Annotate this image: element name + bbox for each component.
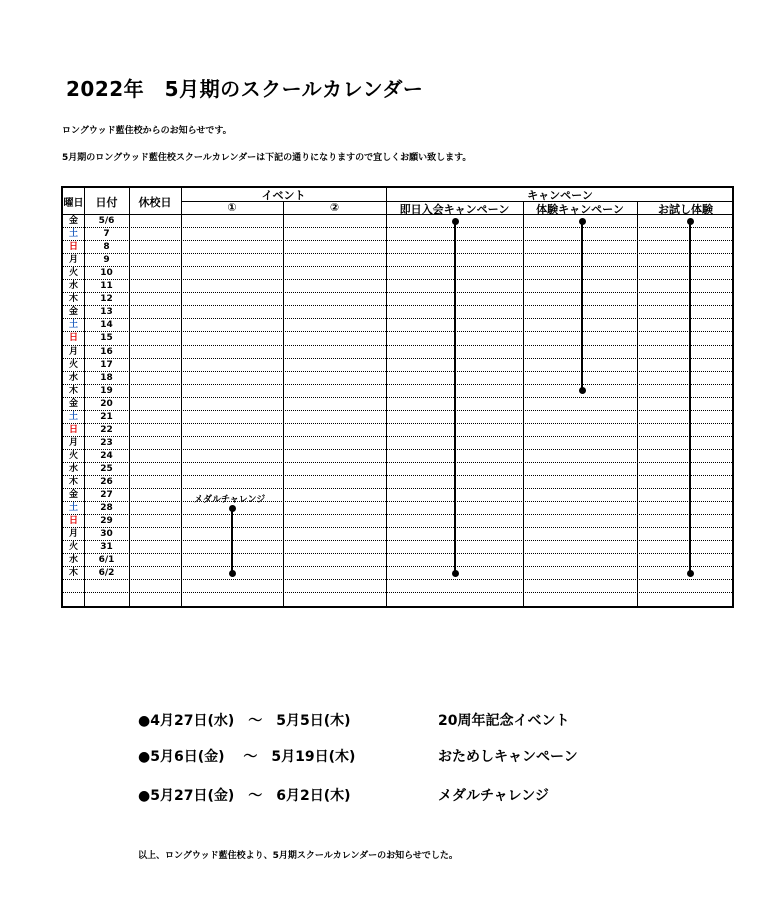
col-line xyxy=(637,201,638,606)
date-cell: 9 xyxy=(103,255,110,266)
col-line xyxy=(523,201,524,606)
weekday-cell: 水 xyxy=(68,555,78,566)
intro-line-1: ロングウッド藍住校からのお知らせです。 xyxy=(62,126,232,136)
weekday-cell: 火 xyxy=(68,268,78,279)
row-line xyxy=(63,436,732,437)
campaign-3-span-end-dot xyxy=(687,570,694,577)
date-cell: 6/2 xyxy=(98,568,115,579)
row-line xyxy=(63,488,732,489)
date-cell: 20 xyxy=(100,398,113,409)
date-cell: 28 xyxy=(100,503,113,514)
row-line xyxy=(63,358,732,359)
event-1-span-line xyxy=(231,508,233,573)
date-cell: 10 xyxy=(100,268,113,279)
event-1-range: ●4月27日(水) ～ 5月5日(木) xyxy=(138,713,351,729)
row-line xyxy=(63,579,732,580)
date-cell: 11 xyxy=(100,281,113,292)
campaign-2-span-start-dot xyxy=(579,218,586,225)
weekday-cell: 日 xyxy=(68,242,78,253)
date-cell: 14 xyxy=(100,320,113,331)
header-event-group: イベント xyxy=(261,189,306,202)
date-cell: 12 xyxy=(100,294,113,305)
weekday-cell: 金 xyxy=(68,307,78,318)
event-1-name: 20周年記念イベント xyxy=(438,713,570,729)
weekday-cell: 土 xyxy=(68,229,78,240)
date-cell: 25 xyxy=(100,463,113,474)
date-cell: 30 xyxy=(100,529,113,540)
row-line xyxy=(63,253,732,254)
row-line xyxy=(63,305,732,306)
row-line xyxy=(63,266,732,267)
campaign-1-span-line xyxy=(454,221,456,573)
header-bottom-line xyxy=(63,214,732,215)
date-cell: 31 xyxy=(100,542,113,553)
date-cell: 15 xyxy=(100,333,113,344)
weekday-cell: 月 xyxy=(68,437,78,448)
date-cell: 18 xyxy=(100,372,113,383)
weekday-cell: 月 xyxy=(68,255,78,266)
row-line xyxy=(63,606,732,607)
row-line xyxy=(63,566,732,567)
date-cell: 26 xyxy=(100,477,113,487)
date-cell: 23 xyxy=(100,437,113,448)
footer-note: 以上、ロングウッド藍住校より、5月期スクールカレンダーのお知らせでした。 xyxy=(138,851,458,861)
row-line xyxy=(63,475,732,476)
event-1 xyxy=(138,710,569,730)
date-cell: 24 xyxy=(100,450,113,461)
weekday-cell: 日 xyxy=(68,333,78,344)
row-line xyxy=(63,227,732,228)
campaign-2-span-end-dot xyxy=(579,387,586,394)
date-cell: 17 xyxy=(100,359,113,370)
weekday-cell: 土 xyxy=(68,503,78,514)
campaign-3-span-line xyxy=(689,221,691,573)
row-line xyxy=(63,318,732,319)
header-event-2: ② xyxy=(329,201,340,214)
date-cell: 19 xyxy=(100,385,113,396)
event-3-name: メダルチャレンジ xyxy=(438,788,549,804)
row-line xyxy=(63,345,732,346)
event-3-range: ●5月27日(金) ～ 6月2日(木) xyxy=(138,788,351,804)
weekday-cell: 火 xyxy=(68,542,78,553)
date-cell: 6/1 xyxy=(98,555,115,566)
weekday-cell: 金 xyxy=(68,216,78,226)
row-line xyxy=(63,592,732,593)
intro-line-2: 5月期のロングウッド藍住校スクールカレンダーは下記の通りになりますので宜しくお願い致します。 xyxy=(62,153,472,163)
campaign-2-span-line xyxy=(581,221,583,391)
page-title: 2022年 5月期のスクールカレンダー xyxy=(66,77,424,101)
date-cell: 27 xyxy=(100,490,113,501)
header-campaign-3: お試し体験 xyxy=(658,203,713,216)
row-line xyxy=(63,371,732,372)
header-campaign-group: キャンペーン xyxy=(527,189,593,202)
row-line xyxy=(63,279,732,280)
row-line xyxy=(63,423,732,424)
weekday-cell: 火 xyxy=(68,359,78,370)
weekday-cell: 土 xyxy=(68,320,78,331)
weekday-cell: 月 xyxy=(68,346,78,357)
date-cell: 7 xyxy=(103,229,110,240)
weekday-cell: 土 xyxy=(68,411,78,422)
header-holiday: 休校日 xyxy=(138,196,172,209)
event-1-span-end-dot xyxy=(229,570,236,577)
event-label: メダルチャレンジ xyxy=(194,495,266,505)
row-line xyxy=(63,501,732,502)
row-line xyxy=(63,527,732,528)
weekday-cell: 日 xyxy=(68,424,78,435)
date-cell: 29 xyxy=(100,516,113,527)
weekday-cell: 水 xyxy=(68,463,78,474)
weekday-cell: 水 xyxy=(68,281,78,292)
calendar-table xyxy=(61,186,734,608)
campaign-3-span-start-dot xyxy=(687,218,694,225)
event-2-name: おためしキャンペーン xyxy=(438,749,578,765)
campaign-1-span-end-dot xyxy=(452,570,459,577)
event-1-span-start-dot xyxy=(229,505,236,512)
event-2-range: ●5月6日(金) ～ 5月19日(木) xyxy=(138,749,356,765)
weekday-cell: 日 xyxy=(68,516,78,527)
weekday-cell: 水 xyxy=(68,372,78,383)
row-line xyxy=(63,514,732,515)
date-cell: 13 xyxy=(100,307,113,318)
header-date: 日付 xyxy=(95,196,118,209)
header-divider xyxy=(181,201,732,202)
weekday-cell: 木 xyxy=(68,294,78,305)
weekday-cell: 木 xyxy=(68,477,78,487)
event-2 xyxy=(138,746,578,766)
row-line xyxy=(63,540,732,541)
row-line xyxy=(63,410,732,411)
weekday-cell: 金 xyxy=(68,398,78,409)
row-line xyxy=(63,292,732,293)
weekday-cell: 木 xyxy=(68,385,78,396)
header-event-1: ① xyxy=(227,201,237,214)
weekday-cell: 火 xyxy=(68,450,78,461)
header-campaign-2: 体験キャンペーン xyxy=(536,203,624,216)
header-campaign-1: 即日入会キャンペーン xyxy=(399,203,510,216)
date-cell: 5/6 xyxy=(98,216,115,226)
weekday-cell: 金 xyxy=(68,490,78,501)
event-3 xyxy=(138,785,549,805)
campaign-1-span-start-dot xyxy=(452,218,459,225)
row-line xyxy=(63,384,732,385)
row-line xyxy=(63,449,732,450)
row-line xyxy=(63,553,732,554)
date-cell: 8 xyxy=(103,242,110,253)
weekday-cell: 月 xyxy=(68,529,78,540)
row-line xyxy=(63,397,732,398)
date-cell: 16 xyxy=(100,346,113,357)
date-cell: 22 xyxy=(100,424,113,435)
weekday-cell: 木 xyxy=(68,568,78,579)
row-line xyxy=(63,331,732,332)
col-line xyxy=(283,201,284,606)
header-weekday: 曜日 xyxy=(63,198,84,209)
date-cell: 21 xyxy=(100,411,113,422)
row-line xyxy=(63,462,732,463)
row-line xyxy=(63,240,732,241)
